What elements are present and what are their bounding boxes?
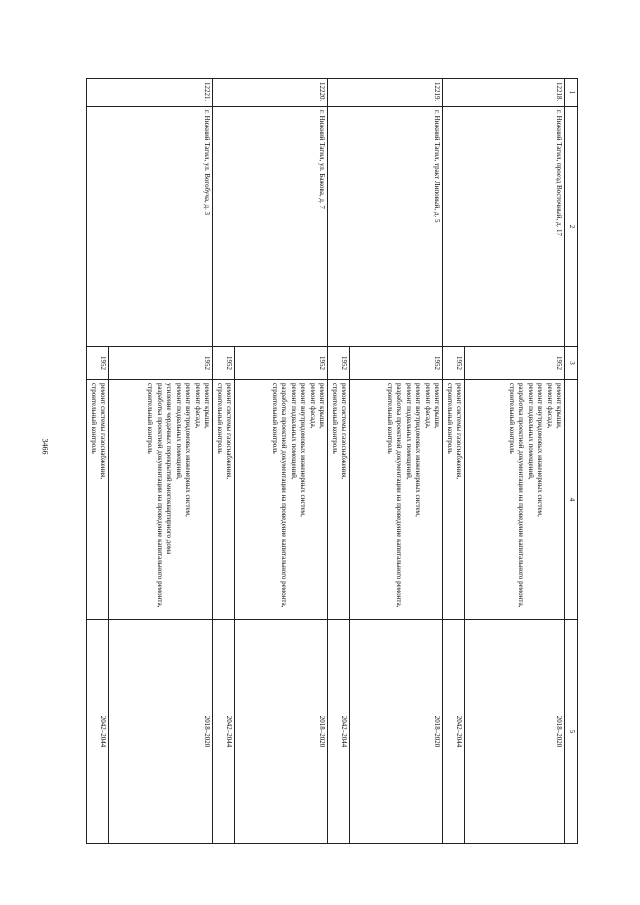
- entry-works: ремонт системы газоснабжения, строительный контроль: [87, 380, 109, 620]
- entry-year: 1952: [109, 347, 213, 380]
- entry-year: 1952: [465, 347, 565, 380]
- entry-year: 1952: [235, 347, 328, 380]
- entry-works: ремонт крыши, ремонт фасада, ремонт внутридомовых инженерных систем, ремонт подвальных помещений, разработка проектной документации на проведение капитального ремонта, строительный контроль: [350, 380, 443, 620]
- page-number: 3466: [40, 438, 50, 455]
- column-header: 2: [565, 107, 578, 347]
- entry-address: г. Нижний Тагил, ул. Бажова, д. 7: [213, 107, 328, 347]
- entry-works: ремонт системы газоснабжения, строительный контроль: [328, 380, 350, 620]
- entry-year: 1952: [328, 347, 350, 380]
- entry-works: ремонт крыши, ремонт фасада, ремонт внутридомовых инженерных систем, ремонт подвальных помещений, усиление чердачных перекрытий многоквартирного дома разработка проектной документации на проведение капитального ремонта, строительный контроль: [109, 380, 213, 620]
- entry-number: 12218.: [443, 79, 565, 107]
- entry-year: 1952: [350, 347, 443, 380]
- table-row: [465, 79, 565, 844]
- entry-works: ремонт системы газоснабжения, строительный контроль: [443, 380, 465, 620]
- entry-period: 2018–2020: [465, 620, 565, 844]
- entry-works: ремонт системы газоснабжения, строительный контроль: [213, 380, 235, 620]
- column-header: 5: [565, 620, 578, 844]
- column-header: 4: [565, 380, 578, 620]
- entry-period: 2018–2020: [235, 620, 328, 844]
- entry-period: 2042–2044: [328, 620, 350, 844]
- column-number-row: [565, 79, 578, 844]
- column-header: 3: [565, 347, 578, 380]
- table-row: [109, 79, 213, 844]
- entry-period: 2018–2020: [350, 620, 443, 844]
- entry-number: 12221.: [87, 79, 213, 107]
- table-row: [350, 79, 443, 844]
- entry-works: ремонт крыши, ремонт фасада, ремонт внутридомовых инженерных систем, ремонт подвальных помещений, разработка проектной документации на проведение капитального ремонта, строительный контроль: [235, 380, 328, 620]
- entry-address: г. Нижний Тагил, ул. Вогобуча, д. 3: [87, 107, 213, 347]
- entry-year: 1952: [87, 347, 109, 380]
- entry-year: 1952: [213, 347, 235, 380]
- table-row: [235, 79, 328, 844]
- column-header: 1: [565, 79, 578, 107]
- entry-address: г. Нижний Тагил, тракт Липовый, д. 5: [328, 107, 443, 347]
- entry-period: 2018–2020: [109, 620, 213, 844]
- entry-works: ремонт крыши, ремонт фасада, ремонт внутридомовых инженерных систем, ремонт подвальных помещений, разработка проектной документации на проведение капитального ремонта, строительный контроль: [465, 380, 565, 620]
- entry-address: г. Нижний Тагил, проезд Восточный, д. 17: [443, 107, 565, 347]
- entry-period: 2042–2044: [443, 620, 465, 844]
- entry-number: 12219.: [328, 79, 443, 107]
- entry-period: 2042–2044: [213, 620, 235, 844]
- entry-period: 2042–2044: [87, 620, 109, 844]
- rotated-table-container: [90, 78, 578, 843]
- entry-year: 1952: [443, 347, 465, 380]
- entry-number: 12220.: [213, 79, 328, 107]
- repair-schedule-table: [86, 78, 578, 844]
